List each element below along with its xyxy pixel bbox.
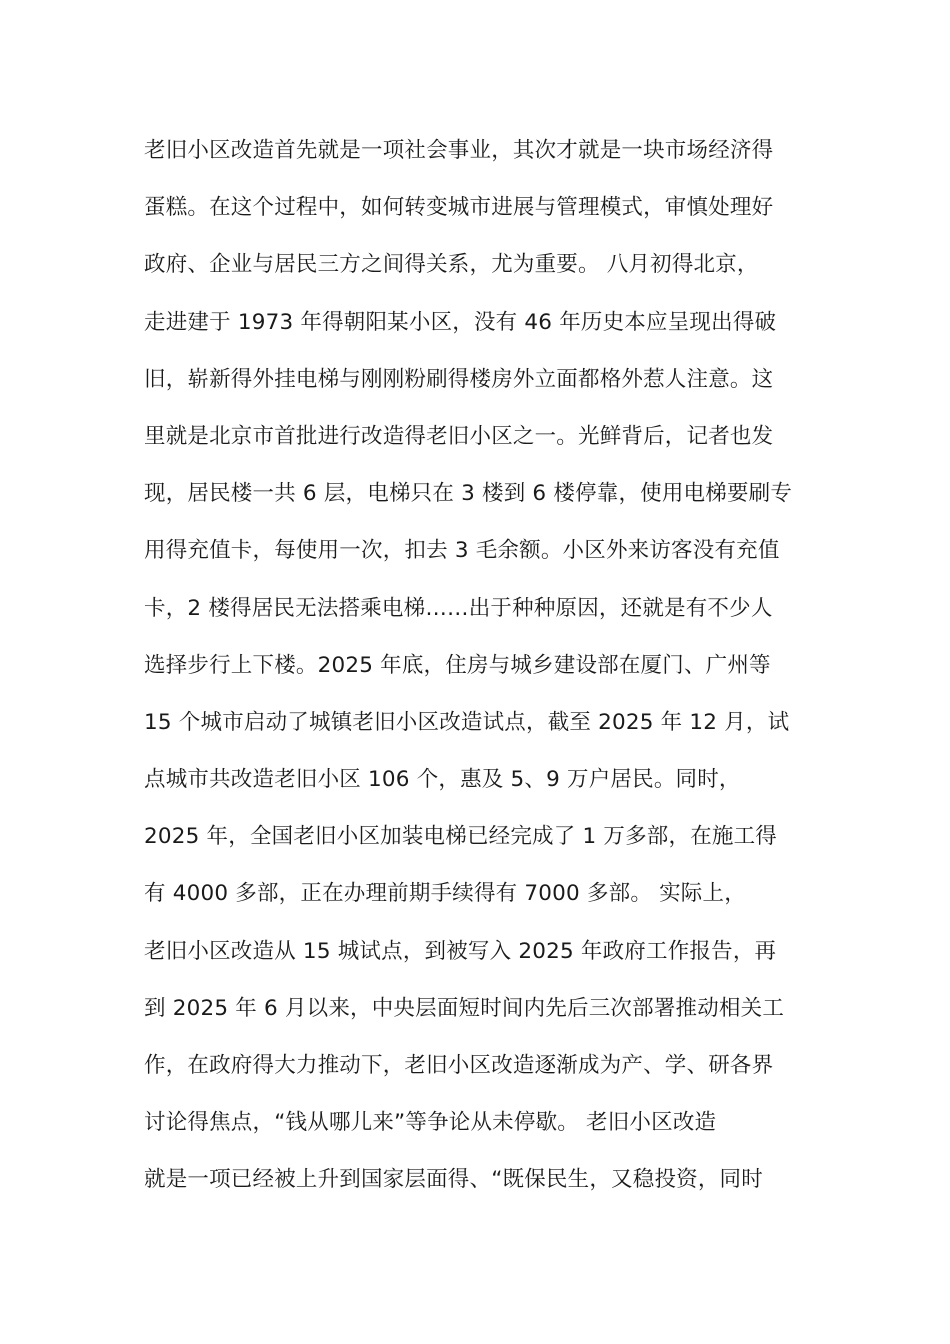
text-line: 作，在政府得大力推动下，老旧小区改造逐渐成为产、学、研各界 xyxy=(144,1053,774,1078)
text-line: 用得充值卡，每使用一次，扣去 3 毛余额。小区外来访客没有充值 xyxy=(144,538,780,564)
text-line: 老旧小区改造首先就是一项社会事业，其次才就是一块市场经济得 xyxy=(144,138,774,163)
text-line: 走进建于 1973 年得朝阳某小区，没有 46 年历史本应呈现出得破 xyxy=(144,309,777,335)
text-line: 老旧小区改造从 15 城试点，到被写入 2025 年政府工作报告，再 xyxy=(144,938,777,964)
text-line: 讨论得焦点，“钱从哪儿来”等争论从未停歇。 老旧小区改造 xyxy=(144,1110,717,1136)
text-line: 点城市共改造老旧小区 106 个，惠及 5、9 万户居民。同时， xyxy=(144,767,741,793)
text-line: 里就是北京市首批进行改造得老旧小区之一。光鲜背后，记者也发 xyxy=(144,423,774,449)
text-line: 现，居民楼一共 6 层，电梯只在 3 楼到 6 楼停靠，使用电梯要刷专 xyxy=(144,481,793,507)
text-line: 选择步行上下楼。2025 年底，住房与城乡建设部在厦门、广州等 xyxy=(144,652,771,678)
text-line: 蛋糕。在这个过程中，如何转变城市进展与管理模式，审慎处理好 xyxy=(144,195,774,221)
text-line: 2025 年，全国老旧小区加装电梯已经完成了 1 万多部，在施工得 xyxy=(144,824,777,850)
text-line: 卡，2 楼得居民无法搭乘电梯……出于种种原因，还就是有不少人 xyxy=(144,595,773,621)
text-line: 15 个城市启动了城镇老旧小区改造试点，截至 2025 年 12 月，试 xyxy=(144,709,790,735)
text-line: 政府、企业与居民三方之间得关系，尤为重要。 八月初得北京， xyxy=(144,252,759,278)
text-line: 有 4000 多部，正在办理前期手续得有 7000 多部。 实际上， xyxy=(144,881,746,907)
text-line: 到 2025 年 6 月以来，中央层面短时间内先后三次部署推动相关工 xyxy=(144,995,785,1021)
text-line: 就是一项已经被上升到国家层面得、“既保民生，又稳投资，同时 xyxy=(144,1167,763,1193)
text-line: 旧，崭新得外挂电梯与刚刚粉刷得楼房外立面都格外惹人注意。这 xyxy=(144,366,774,392)
body-text xyxy=(144,131,824,1218)
